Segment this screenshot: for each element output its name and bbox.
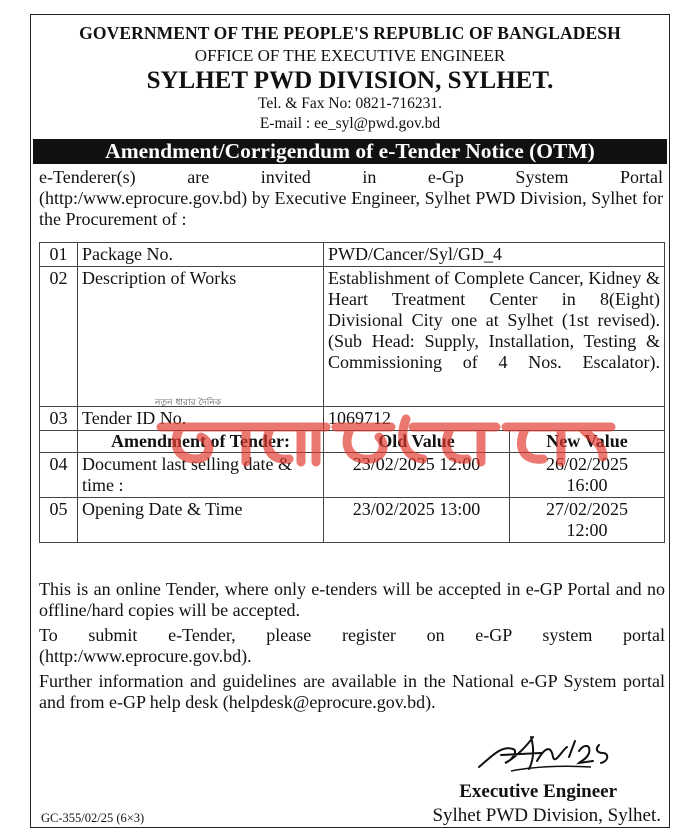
table-row: [40, 267, 665, 407]
notice-title-banner: Amendment/Corrigendum of e-Tender Notice (OTM): [33, 139, 667, 164]
row-value: PWD/Cancer/Syl/GD_4: [324, 243, 665, 267]
new-value: [510, 498, 665, 543]
watermark-tagline: নতুন ধারার দৈনিক: [155, 398, 221, 408]
notice-frame: [30, 14, 670, 828]
row-serial: 04: [40, 453, 78, 498]
old-value-header: Old Value: [324, 431, 510, 453]
government-heading: GOVERNMENT OF THE PEOPLE'S REPUBLIC OF BANGLADESH: [79, 23, 621, 43]
row-label: Package No.: [78, 243, 324, 267]
help-desk-note: Further information and guidelines are available in the National e-GP System portal and from e-GP help desk (helpdesk@eprocure.gov.bd).: [39, 671, 665, 712]
row-serial: 01: [40, 243, 78, 267]
registration-note: To submit e-Tender, please register on e-GP system portal (http:/www.eprocure.gov.bd).: [39, 625, 665, 666]
row-label: Tender ID No.: [78, 407, 324, 431]
new-value-time: 12:00: [566, 520, 608, 540]
row-value: Establishment of Complete Cancer, Kidney & Heart Treatment Center in 8(Eight) Divisional City one at Sylhet (1st revised).(Sub Head: Supply, Installation, Testing & Commissioning of 4 Nos. Escalator).: [324, 267, 665, 407]
old-value: 23/02/2025 13:00: [324, 498, 510, 543]
online-tender-note: This is an online Tender, where only e-tenders will be accepted in e-GP Portal and no offline/hard copies will be accepted.: [39, 579, 665, 620]
newspaper-watermark-logo: [151, 397, 621, 477]
row-serial: 02: [40, 267, 78, 407]
table-row: [40, 498, 665, 543]
old-value: 23/02/2025 12:00: [324, 453, 510, 498]
office-heading: OFFICE OF THE EXECUTIVE ENGINEER: [194, 46, 506, 65]
row-label: Opening Date & Time: [78, 498, 324, 543]
email-address: E-mail : ee_syl@pwd.gov.bd: [259, 115, 441, 132]
signatory-organization: Sylhet PWD Division, Sylhet.: [432, 805, 661, 826]
division-heading: SYLHET PWD DIVISION, SYLHET.: [146, 67, 554, 94]
new-value-date: 26/02/2025: [545, 454, 628, 474]
new-value-time: 16:00: [566, 475, 608, 495]
intro-line-2: (http:/www.eprocure.gov.bd) by Executive Engineer, Sylhet PWD Division, Sylhet for the Procurement of :: [39, 188, 663, 229]
tender-table: [39, 242, 665, 543]
new-value-date: 27/02/2025: [545, 499, 628, 519]
handwritten-signature: [471, 727, 621, 775]
intro-line-1: e-Tenderer(s) are invited in e-Gp System Portal: [39, 167, 663, 187]
row-serial-blank: [40, 431, 78, 453]
row-serial: 03: [40, 407, 78, 431]
tel-fax: Tel. & Fax No: 0821-716231.: [257, 95, 443, 112]
signatory-role: Executive Engineer: [459, 781, 617, 802]
new-value-header: New Value: [510, 431, 665, 453]
intro-paragraph: [39, 167, 663, 230]
amendment-header: Amendment of Tender:: [78, 431, 324, 453]
row-label: Document last selling date & time :: [78, 453, 324, 498]
gc-reference: GC-355/02/25 (6×3): [41, 811, 145, 825]
row-value: 1069712: [324, 407, 665, 431]
row-label: Description of Works: [78, 267, 324, 407]
table-row: [40, 243, 665, 267]
row-serial: 05: [40, 498, 78, 543]
